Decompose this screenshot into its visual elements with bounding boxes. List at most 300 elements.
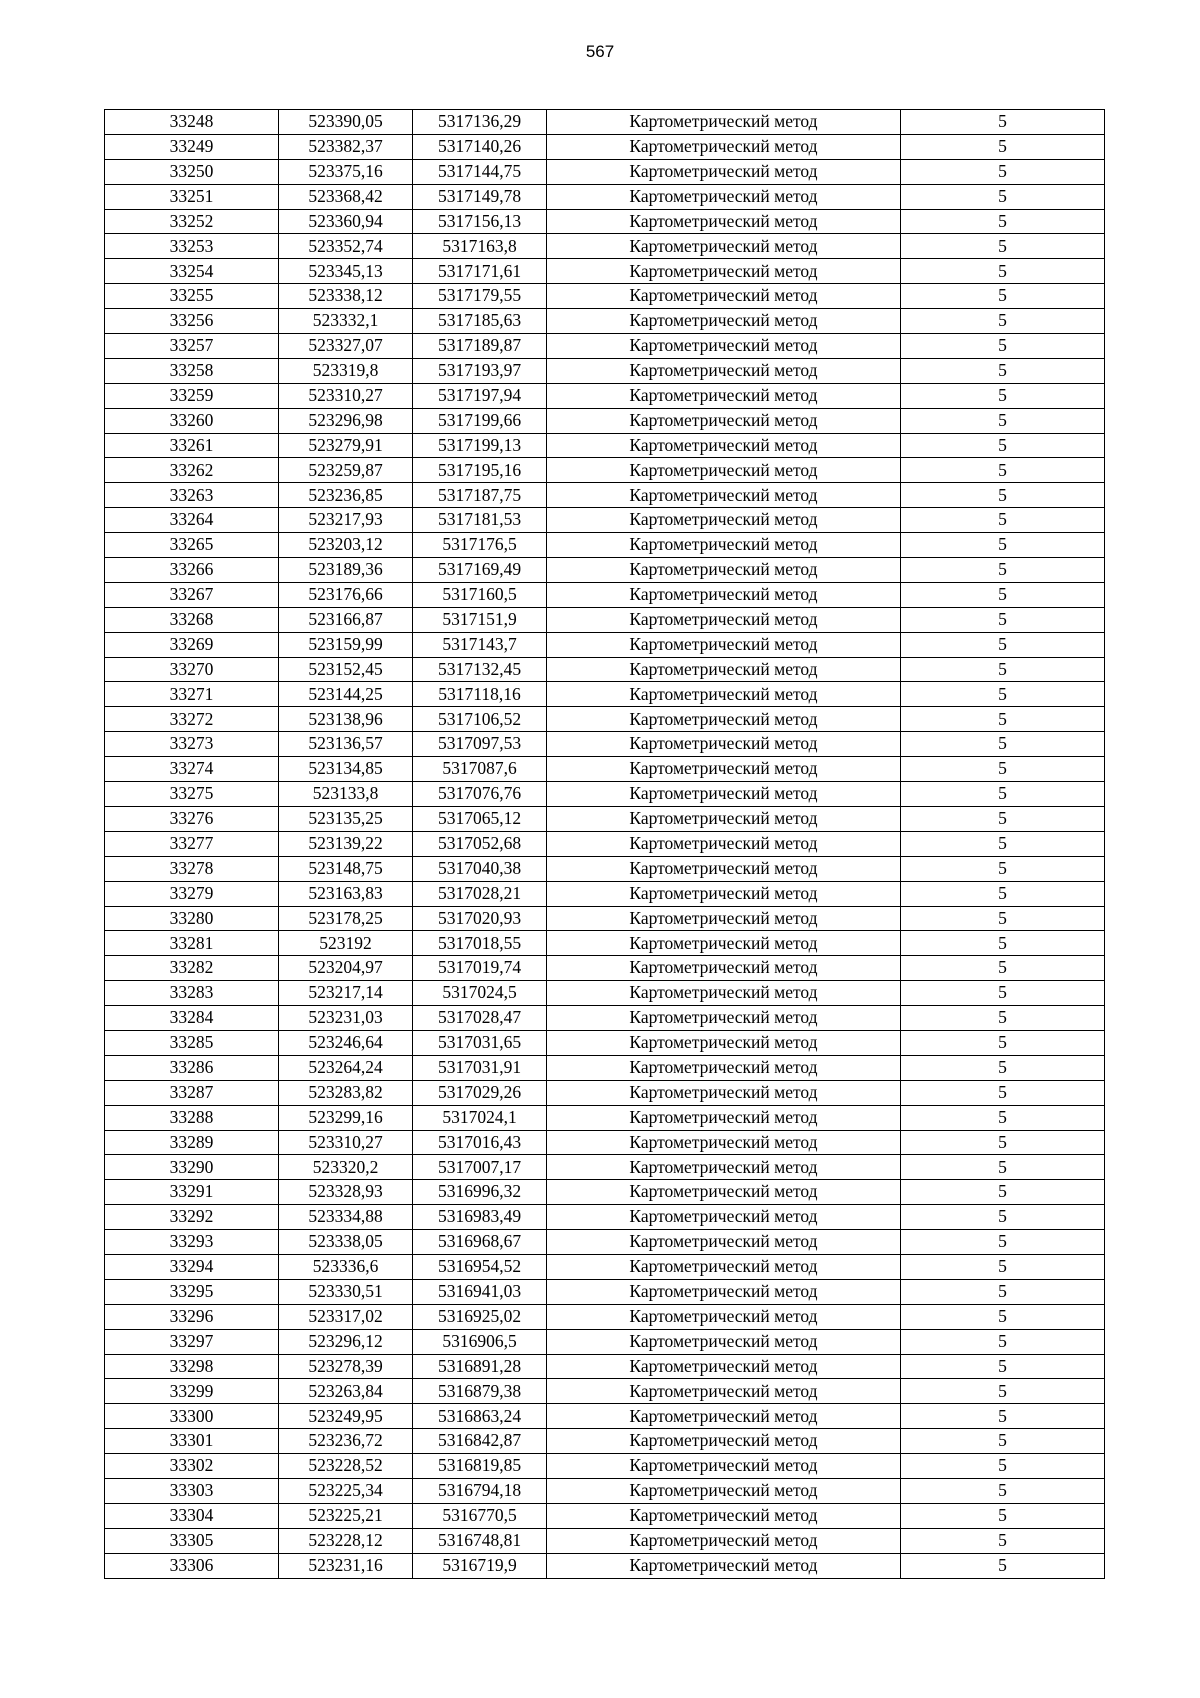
point-number-cell: 33274 xyxy=(105,757,279,782)
table-row xyxy=(105,1503,1105,1528)
point-number-cell: 33262 xyxy=(105,458,279,483)
point-number-cell: 33301 xyxy=(105,1429,279,1454)
method-cell: Картометрический метод xyxy=(547,110,901,135)
accuracy-cell: 5 xyxy=(901,1230,1105,1255)
y-coordinate-cell: 5316891,28 xyxy=(413,1354,547,1379)
x-coordinate-cell: 523225,21 xyxy=(279,1503,413,1528)
point-number-cell: 33306 xyxy=(105,1553,279,1578)
point-number-cell: 33278 xyxy=(105,856,279,881)
y-coordinate-cell: 5317019,74 xyxy=(413,956,547,981)
method-cell: Картометрический метод xyxy=(547,1155,901,1180)
table-row xyxy=(105,1006,1105,1031)
point-number-cell: 33290 xyxy=(105,1155,279,1180)
x-coordinate-cell: 523144,25 xyxy=(279,682,413,707)
method-cell: Картометрический метод xyxy=(547,533,901,558)
method-cell: Картометрический метод xyxy=(547,1279,901,1304)
method-cell: Картометрический метод xyxy=(547,707,901,732)
x-coordinate-cell: 523134,85 xyxy=(279,757,413,782)
accuracy-cell: 5 xyxy=(901,1055,1105,1080)
method-cell: Картометрический метод xyxy=(547,1205,901,1230)
point-number-cell: 33254 xyxy=(105,259,279,284)
point-number-cell: 33276 xyxy=(105,806,279,831)
point-number-cell: 33255 xyxy=(105,284,279,309)
y-coordinate-cell: 5316863,24 xyxy=(413,1404,547,1429)
accuracy-cell: 5 xyxy=(901,110,1105,135)
point-number-cell: 33277 xyxy=(105,831,279,856)
x-coordinate-cell: 523176,66 xyxy=(279,582,413,607)
table-row xyxy=(105,1279,1105,1304)
accuracy-cell: 5 xyxy=(901,1130,1105,1155)
y-coordinate-cell: 5317076,76 xyxy=(413,782,547,807)
y-coordinate-cell: 5316748,81 xyxy=(413,1528,547,1553)
x-coordinate-cell: 523231,03 xyxy=(279,1006,413,1031)
table-row xyxy=(105,1429,1105,1454)
method-cell: Картометрический метод xyxy=(547,358,901,383)
table-row xyxy=(105,383,1105,408)
method-cell: Картометрический метод xyxy=(547,1404,901,1429)
x-coordinate-cell: 523231,16 xyxy=(279,1553,413,1578)
method-cell: Картометрический метод xyxy=(547,582,901,607)
y-coordinate-cell: 5317181,53 xyxy=(413,508,547,533)
table-row xyxy=(105,1080,1105,1105)
point-number-cell: 33282 xyxy=(105,956,279,981)
accuracy-cell: 5 xyxy=(901,1030,1105,1055)
y-coordinate-cell: 5317160,5 xyxy=(413,582,547,607)
point-number-cell: 33259 xyxy=(105,383,279,408)
point-number-cell: 33263 xyxy=(105,483,279,508)
y-coordinate-cell: 5316770,5 xyxy=(413,1503,547,1528)
x-coordinate-cell: 523352,74 xyxy=(279,234,413,259)
method-cell: Картометрический метод xyxy=(547,408,901,433)
accuracy-cell: 5 xyxy=(901,483,1105,508)
accuracy-cell: 5 xyxy=(901,981,1105,1006)
table-row xyxy=(105,1454,1105,1479)
y-coordinate-cell: 5316968,67 xyxy=(413,1230,547,1255)
y-coordinate-cell: 5317118,16 xyxy=(413,682,547,707)
table-row xyxy=(105,582,1105,607)
accuracy-cell: 5 xyxy=(901,383,1105,408)
table-row xyxy=(105,856,1105,881)
point-number-cell: 33302 xyxy=(105,1454,279,1479)
x-coordinate-cell: 523135,25 xyxy=(279,806,413,831)
y-coordinate-cell: 5317040,38 xyxy=(413,856,547,881)
y-coordinate-cell: 5317007,17 xyxy=(413,1155,547,1180)
table-row xyxy=(105,1180,1105,1205)
accuracy-cell: 5 xyxy=(901,1254,1105,1279)
table-row xyxy=(105,1230,1105,1255)
accuracy-cell: 5 xyxy=(901,906,1105,931)
x-coordinate-cell: 523138,96 xyxy=(279,707,413,732)
x-coordinate-cell: 523159,99 xyxy=(279,632,413,657)
y-coordinate-cell: 5317195,16 xyxy=(413,458,547,483)
y-coordinate-cell: 5317199,13 xyxy=(413,433,547,458)
method-cell: Картометрический метод xyxy=(547,1304,901,1329)
table-row xyxy=(105,134,1105,159)
table-row xyxy=(105,1304,1105,1329)
method-cell: Картометрический метод xyxy=(547,1230,901,1255)
method-cell: Картометрический метод xyxy=(547,383,901,408)
point-number-cell: 33297 xyxy=(105,1329,279,1354)
method-cell: Картометрический метод xyxy=(547,234,901,259)
table-row xyxy=(105,806,1105,831)
y-coordinate-cell: 5317020,93 xyxy=(413,906,547,931)
method-cell: Картометрический метод xyxy=(547,483,901,508)
x-coordinate-cell: 523328,93 xyxy=(279,1180,413,1205)
accuracy-cell: 5 xyxy=(901,1503,1105,1528)
point-number-cell: 33265 xyxy=(105,533,279,558)
accuracy-cell: 5 xyxy=(901,931,1105,956)
x-coordinate-cell: 523320,2 xyxy=(279,1155,413,1180)
method-cell: Картометрический метод xyxy=(547,1429,901,1454)
point-number-cell: 33284 xyxy=(105,1006,279,1031)
accuracy-cell: 5 xyxy=(901,1304,1105,1329)
x-coordinate-cell: 523283,82 xyxy=(279,1080,413,1105)
accuracy-cell: 5 xyxy=(901,358,1105,383)
y-coordinate-cell: 5317189,87 xyxy=(413,334,547,359)
method-cell: Картометрический метод xyxy=(547,782,901,807)
method-cell: Картометрический метод xyxy=(547,1478,901,1503)
accuracy-cell: 5 xyxy=(901,582,1105,607)
x-coordinate-cell: 523236,85 xyxy=(279,483,413,508)
accuracy-cell: 5 xyxy=(901,1429,1105,1454)
point-number-cell: 33268 xyxy=(105,607,279,632)
y-coordinate-cell: 5317132,45 xyxy=(413,657,547,682)
method-cell: Картометрический метод xyxy=(547,1180,901,1205)
x-coordinate-cell: 523319,8 xyxy=(279,358,413,383)
y-coordinate-cell: 5316996,32 xyxy=(413,1180,547,1205)
x-coordinate-cell: 523163,83 xyxy=(279,881,413,906)
accuracy-cell: 5 xyxy=(901,657,1105,682)
table-row xyxy=(105,931,1105,956)
method-cell: Картометрический метод xyxy=(547,831,901,856)
method-cell: Картометрический метод xyxy=(547,184,901,209)
point-number-cell: 33287 xyxy=(105,1080,279,1105)
table-row xyxy=(105,732,1105,757)
table-row xyxy=(105,458,1105,483)
point-number-cell: 33283 xyxy=(105,981,279,1006)
method-cell: Картометрический метод xyxy=(547,1055,901,1080)
point-number-cell: 33250 xyxy=(105,159,279,184)
table-row xyxy=(105,906,1105,931)
x-coordinate-cell: 523296,98 xyxy=(279,408,413,433)
x-coordinate-cell: 523246,64 xyxy=(279,1030,413,1055)
accuracy-cell: 5 xyxy=(901,408,1105,433)
x-coordinate-cell: 523225,34 xyxy=(279,1478,413,1503)
x-coordinate-cell: 523148,75 xyxy=(279,856,413,881)
y-coordinate-cell: 5317163,8 xyxy=(413,234,547,259)
accuracy-cell: 5 xyxy=(901,259,1105,284)
table-row xyxy=(105,1030,1105,1055)
accuracy-cell: 5 xyxy=(901,558,1105,583)
table-row xyxy=(105,1329,1105,1354)
table-row xyxy=(105,508,1105,533)
x-coordinate-cell: 523345,13 xyxy=(279,259,413,284)
x-coordinate-cell: 523296,12 xyxy=(279,1329,413,1354)
method-cell: Картометрический метод xyxy=(547,1454,901,1479)
y-coordinate-cell: 5316719,9 xyxy=(413,1553,547,1578)
accuracy-cell: 5 xyxy=(901,1404,1105,1429)
point-number-cell: 33260 xyxy=(105,408,279,433)
x-coordinate-cell: 523299,16 xyxy=(279,1105,413,1130)
y-coordinate-cell: 5317197,94 xyxy=(413,383,547,408)
table-row xyxy=(105,558,1105,583)
y-coordinate-cell: 5317028,47 xyxy=(413,1006,547,1031)
table-row xyxy=(105,1404,1105,1429)
x-coordinate-cell: 523139,22 xyxy=(279,831,413,856)
point-number-cell: 33300 xyxy=(105,1404,279,1429)
x-coordinate-cell: 523217,14 xyxy=(279,981,413,1006)
point-number-cell: 33272 xyxy=(105,707,279,732)
method-cell: Картометрический метод xyxy=(547,931,901,956)
point-number-cell: 33271 xyxy=(105,682,279,707)
method-cell: Картометрический метод xyxy=(547,1329,901,1354)
x-coordinate-cell: 523259,87 xyxy=(279,458,413,483)
accuracy-cell: 5 xyxy=(901,1180,1105,1205)
point-number-cell: 33270 xyxy=(105,657,279,682)
x-coordinate-cell: 523249,95 xyxy=(279,1404,413,1429)
y-coordinate-cell: 5317143,7 xyxy=(413,632,547,657)
point-number-cell: 33275 xyxy=(105,782,279,807)
x-coordinate-cell: 523152,45 xyxy=(279,657,413,682)
x-coordinate-cell: 523178,25 xyxy=(279,906,413,931)
table-row xyxy=(105,682,1105,707)
point-number-cell: 33281 xyxy=(105,931,279,956)
point-number-cell: 33279 xyxy=(105,881,279,906)
method-cell: Картометрический метод xyxy=(547,1379,901,1404)
method-cell: Картометрический метод xyxy=(547,1105,901,1130)
method-cell: Картометрический метод xyxy=(547,881,901,906)
accuracy-cell: 5 xyxy=(901,732,1105,757)
point-number-cell: 33291 xyxy=(105,1180,279,1205)
point-number-cell: 33299 xyxy=(105,1379,279,1404)
table-row xyxy=(105,607,1105,632)
accuracy-cell: 5 xyxy=(901,433,1105,458)
x-coordinate-cell: 523192 xyxy=(279,931,413,956)
accuracy-cell: 5 xyxy=(901,1329,1105,1354)
table-row xyxy=(105,757,1105,782)
x-coordinate-cell: 523327,07 xyxy=(279,334,413,359)
y-coordinate-cell: 5317024,5 xyxy=(413,981,547,1006)
x-coordinate-cell: 523310,27 xyxy=(279,383,413,408)
accuracy-cell: 5 xyxy=(901,1379,1105,1404)
accuracy-cell: 5 xyxy=(901,856,1105,881)
x-coordinate-cell: 523360,94 xyxy=(279,209,413,234)
point-number-cell: 33304 xyxy=(105,1503,279,1528)
table-row xyxy=(105,159,1105,184)
table-row xyxy=(105,782,1105,807)
point-number-cell: 33253 xyxy=(105,234,279,259)
accuracy-cell: 5 xyxy=(901,806,1105,831)
accuracy-cell: 5 xyxy=(901,1080,1105,1105)
accuracy-cell: 5 xyxy=(901,1155,1105,1180)
point-number-cell: 33251 xyxy=(105,184,279,209)
y-coordinate-cell: 5317176,5 xyxy=(413,533,547,558)
table-row xyxy=(105,707,1105,732)
method-cell: Картометрический метод xyxy=(547,1030,901,1055)
point-number-cell: 33273 xyxy=(105,732,279,757)
accuracy-cell: 5 xyxy=(901,284,1105,309)
method-cell: Картометрический метод xyxy=(547,334,901,359)
point-number-cell: 33285 xyxy=(105,1030,279,1055)
y-coordinate-cell: 5317052,68 xyxy=(413,831,547,856)
method-cell: Картометрический метод xyxy=(547,134,901,159)
point-number-cell: 33298 xyxy=(105,1354,279,1379)
y-coordinate-cell: 5317199,66 xyxy=(413,408,547,433)
y-coordinate-cell: 5317031,91 xyxy=(413,1055,547,1080)
accuracy-cell: 5 xyxy=(901,134,1105,159)
method-cell: Картометрический метод xyxy=(547,1254,901,1279)
table-row xyxy=(105,1055,1105,1080)
accuracy-cell: 5 xyxy=(901,1354,1105,1379)
x-coordinate-cell: 523368,42 xyxy=(279,184,413,209)
method-cell: Картометрический метод xyxy=(547,981,901,1006)
y-coordinate-cell: 5317151,9 xyxy=(413,607,547,632)
x-coordinate-cell: 523133,8 xyxy=(279,782,413,807)
table-row xyxy=(105,284,1105,309)
table-row xyxy=(105,483,1105,508)
page-number: 567 xyxy=(585,42,615,61)
x-coordinate-cell: 523228,52 xyxy=(279,1454,413,1479)
accuracy-cell: 5 xyxy=(901,1279,1105,1304)
x-coordinate-cell: 523334,88 xyxy=(279,1205,413,1230)
point-number-cell: 33249 xyxy=(105,134,279,159)
point-number-cell: 33305 xyxy=(105,1528,279,1553)
x-coordinate-cell: 523236,72 xyxy=(279,1429,413,1454)
method-cell: Картометрический метод xyxy=(547,682,901,707)
point-number-cell: 33280 xyxy=(105,906,279,931)
table-row xyxy=(105,657,1105,682)
y-coordinate-cell: 5316906,5 xyxy=(413,1329,547,1354)
point-number-cell: 33266 xyxy=(105,558,279,583)
y-coordinate-cell: 5317029,26 xyxy=(413,1080,547,1105)
method-cell: Картометрический метод xyxy=(547,732,901,757)
x-coordinate-cell: 523203,12 xyxy=(279,533,413,558)
table-row xyxy=(105,956,1105,981)
table-row xyxy=(105,533,1105,558)
x-coordinate-cell: 523330,51 xyxy=(279,1279,413,1304)
x-coordinate-cell: 523204,97 xyxy=(279,956,413,981)
coordinates-table-body xyxy=(105,110,1105,1579)
x-coordinate-cell: 523228,12 xyxy=(279,1528,413,1553)
x-coordinate-cell: 523338,12 xyxy=(279,284,413,309)
table-row xyxy=(105,334,1105,359)
y-coordinate-cell: 5317185,63 xyxy=(413,309,547,334)
accuracy-cell: 5 xyxy=(901,1478,1105,1503)
accuracy-cell: 5 xyxy=(901,234,1105,259)
y-coordinate-cell: 5317187,75 xyxy=(413,483,547,508)
table-row xyxy=(105,234,1105,259)
y-coordinate-cell: 5317136,29 xyxy=(413,110,547,135)
method-cell: Картометрический метод xyxy=(547,1006,901,1031)
table-row xyxy=(105,632,1105,657)
accuracy-cell: 5 xyxy=(901,1105,1105,1130)
accuracy-cell: 5 xyxy=(901,159,1105,184)
method-cell: Картометрический метод xyxy=(547,806,901,831)
method-cell: Картометрический метод xyxy=(547,856,901,881)
point-number-cell: 33252 xyxy=(105,209,279,234)
x-coordinate-cell: 523264,24 xyxy=(279,1055,413,1080)
x-coordinate-cell: 523382,37 xyxy=(279,134,413,159)
method-cell: Картометрический метод xyxy=(547,209,901,234)
accuracy-cell: 5 xyxy=(901,607,1105,632)
method-cell: Картометрический метод xyxy=(547,1080,901,1105)
table-row xyxy=(105,1155,1105,1180)
point-number-cell: 33257 xyxy=(105,334,279,359)
accuracy-cell: 5 xyxy=(901,956,1105,981)
y-coordinate-cell: 5317065,12 xyxy=(413,806,547,831)
accuracy-cell: 5 xyxy=(901,1006,1105,1031)
method-cell: Картометрический метод xyxy=(547,458,901,483)
method-cell: Картометрический метод xyxy=(547,757,901,782)
accuracy-cell: 5 xyxy=(901,632,1105,657)
accuracy-cell: 5 xyxy=(901,1454,1105,1479)
method-cell: Картометрический метод xyxy=(547,259,901,284)
table-row xyxy=(105,408,1105,433)
method-cell: Картометрический метод xyxy=(547,657,901,682)
table-row xyxy=(105,358,1105,383)
y-coordinate-cell: 5317169,49 xyxy=(413,558,547,583)
method-cell: Картометрический метод xyxy=(547,508,901,533)
accuracy-cell: 5 xyxy=(901,209,1105,234)
point-number-cell: 33269 xyxy=(105,632,279,657)
accuracy-cell: 5 xyxy=(901,508,1105,533)
method-cell: Картометрический метод xyxy=(547,309,901,334)
accuracy-cell: 5 xyxy=(901,881,1105,906)
method-cell: Картометрический метод xyxy=(547,284,901,309)
x-coordinate-cell: 523390,05 xyxy=(279,110,413,135)
method-cell: Картометрический метод xyxy=(547,159,901,184)
x-coordinate-cell: 523136,57 xyxy=(279,732,413,757)
y-coordinate-cell: 5316983,49 xyxy=(413,1205,547,1230)
table-row xyxy=(105,831,1105,856)
point-number-cell: 33293 xyxy=(105,1230,279,1255)
y-coordinate-cell: 5317171,61 xyxy=(413,259,547,284)
accuracy-cell: 5 xyxy=(901,1205,1105,1230)
table-row xyxy=(105,1354,1105,1379)
x-coordinate-cell: 523166,87 xyxy=(279,607,413,632)
y-coordinate-cell: 5316925,02 xyxy=(413,1304,547,1329)
accuracy-cell: 5 xyxy=(901,533,1105,558)
x-coordinate-cell: 523217,93 xyxy=(279,508,413,533)
accuracy-cell: 5 xyxy=(901,1553,1105,1578)
method-cell: Картометрический метод xyxy=(547,906,901,931)
y-coordinate-cell: 5317179,55 xyxy=(413,284,547,309)
x-coordinate-cell: 523375,16 xyxy=(279,159,413,184)
point-number-cell: 33292 xyxy=(105,1205,279,1230)
accuracy-cell: 5 xyxy=(901,782,1105,807)
point-number-cell: 33267 xyxy=(105,582,279,607)
method-cell: Картометрический метод xyxy=(547,1528,901,1553)
table-row xyxy=(105,1379,1105,1404)
table-row xyxy=(105,1105,1105,1130)
point-number-cell: 33248 xyxy=(105,110,279,135)
accuracy-cell: 5 xyxy=(901,757,1105,782)
point-number-cell: 33256 xyxy=(105,309,279,334)
y-coordinate-cell: 5317106,52 xyxy=(413,707,547,732)
point-number-cell: 33295 xyxy=(105,1279,279,1304)
point-number-cell: 33289 xyxy=(105,1130,279,1155)
table-row xyxy=(105,1553,1105,1578)
method-cell: Картометрический метод xyxy=(547,1553,901,1578)
y-coordinate-cell: 5317028,21 xyxy=(413,881,547,906)
y-coordinate-cell: 5316879,38 xyxy=(413,1379,547,1404)
accuracy-cell: 5 xyxy=(901,707,1105,732)
point-number-cell: 33264 xyxy=(105,508,279,533)
y-coordinate-cell: 5316954,52 xyxy=(413,1254,547,1279)
table-row xyxy=(105,209,1105,234)
table-row xyxy=(105,881,1105,906)
table-row xyxy=(105,1205,1105,1230)
